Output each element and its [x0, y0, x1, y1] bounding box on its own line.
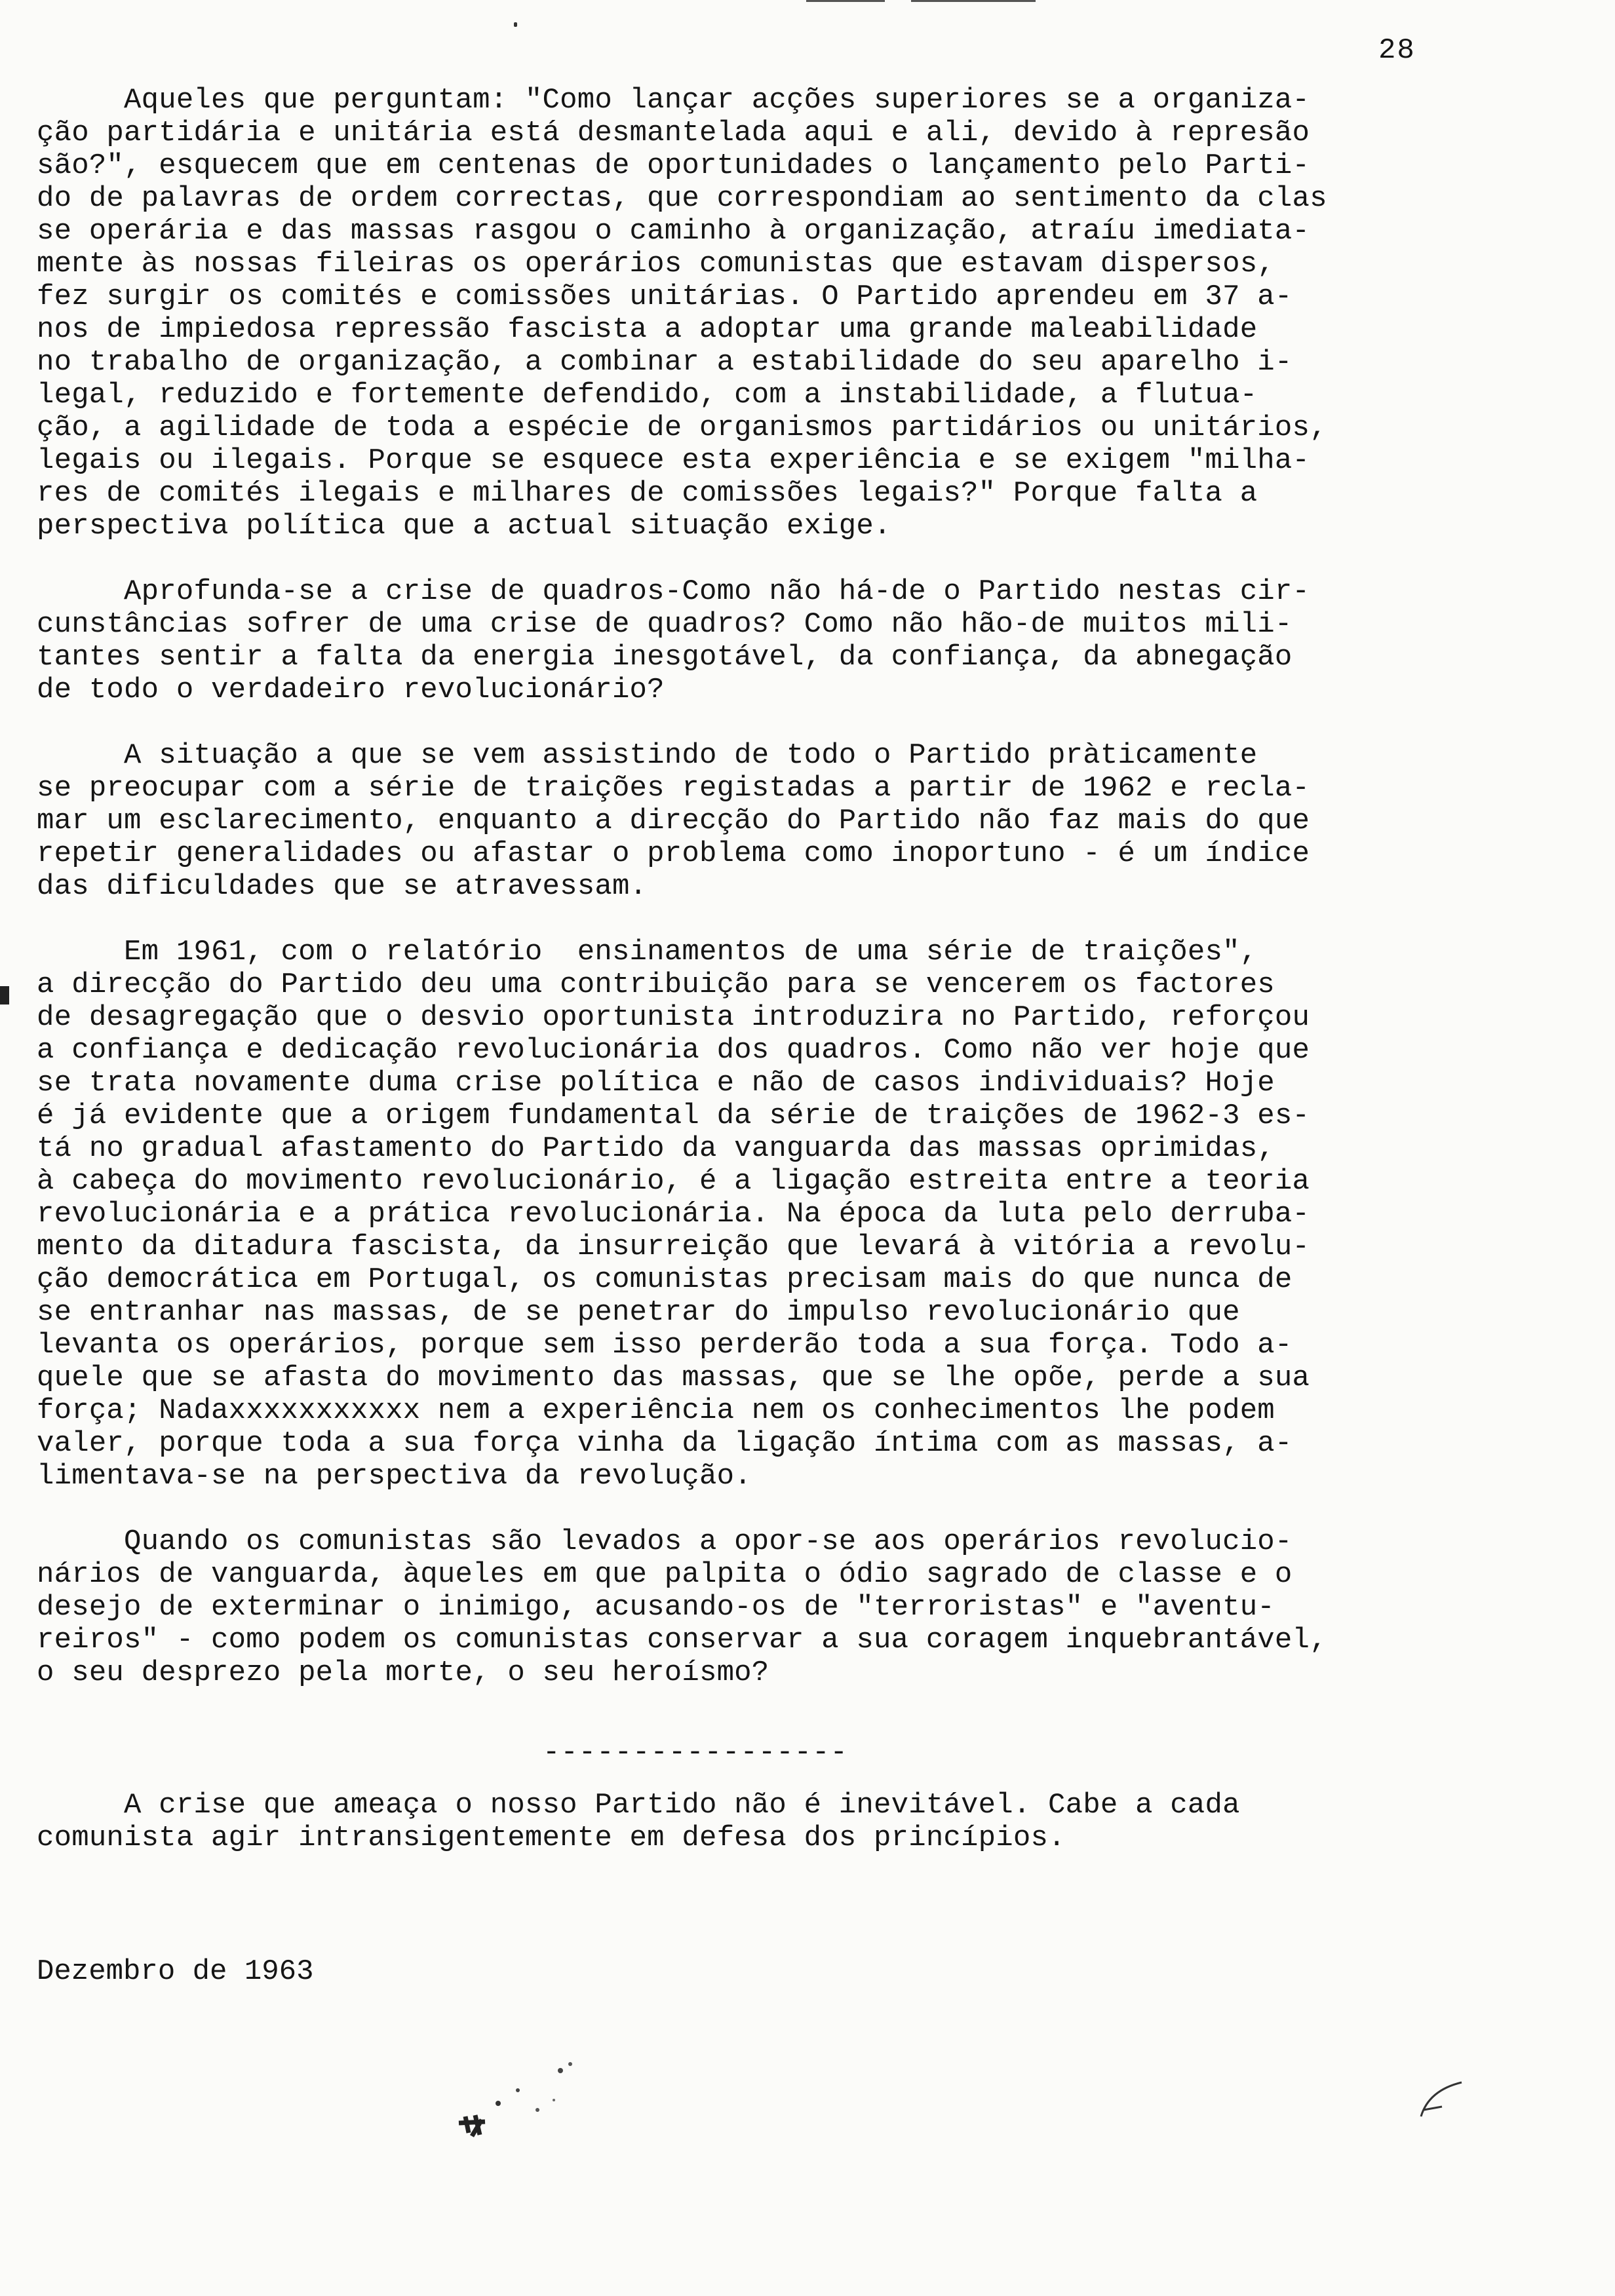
- text-line: mar um esclarecimento, enquanto a direcção do Partido não faz mais do que: [37, 805, 1310, 837]
- text-line: Aprofunda-se a crise de quadros-Como não há-de o Partido nestas cir-: [37, 575, 1310, 608]
- pen-stroke-icon: [1416, 2077, 1475, 2123]
- paragraph-gap: [37, 903, 1479, 936]
- text-line: repetir generalidades ou afastar o problema como inoportuno - é um índice: [37, 837, 1310, 870]
- text-line: de desagregação que o desvio oportunista introduzira no Partido, reforçou: [37, 1001, 1310, 1034]
- text-line: A crise que ameaça o nosso Partido não é inevitável. Cabe a cada: [37, 1789, 1240, 1822]
- text-line: ção partidária e unitária está desmantelada aqui e ali, devido à represão: [37, 117, 1310, 149]
- text-line: a direcção do Partido deu uma contribuição para se vencerem os factores: [37, 968, 1275, 1001]
- paragraph-gap: [37, 706, 1479, 739]
- text-line: à cabeça do movimento revolucionário, é a ligação estreita entre a teoria: [37, 1165, 1310, 1198]
- paragraph: [37, 575, 1479, 706]
- text-line: cunstâncias sofrer de uma crise de quadros? Como não hão-de muitos mili-: [37, 608, 1293, 641]
- text-line: comunista agir intransigentemente em defesa dos princípios.: [37, 1822, 1066, 1854]
- text-line: reiros" - como podem os comunistas conservar a sua coragem inquebrantável,: [37, 1624, 1327, 1656]
- text-line: do de palavras de ordem correctas, que correspondiam ao sentimento da clas: [37, 182, 1327, 215]
- text-line: a confiança e dedicação revolucionária dos quadros. Como não ver hoje que: [37, 1034, 1310, 1067]
- text-line: são?", esquecem que em centenas de oportunidades o lançamento pelo Parti-: [37, 149, 1310, 182]
- text-line: força; Nadaxxxxxxxxxxx nem a experiência nem os conhecimentos lhe podem: [37, 1394, 1275, 1427]
- text-line: ção democrática em Portugal, os comunistas precisam mais do que nunca de: [37, 1263, 1293, 1296]
- text-line: se entranhar nas massas, de se penetrar do impulso revolucionário que: [37, 1296, 1240, 1329]
- text-line: Quando os comunistas são levados a opor-se aos operários revolucio-: [37, 1525, 1293, 1558]
- text-line: A situação a que se vem assistindo de todo o Partido pràticamente: [37, 739, 1258, 772]
- text-line: res de comités ilegais e milhares de comissões legais?" Porque falta a: [37, 477, 1258, 510]
- text-line: quele que se afasta do movimento das massas, que se lhe opõe, perde a sua: [37, 1362, 1310, 1394]
- top-edge-mark: [911, 0, 1036, 2]
- top-edge-mark: [806, 0, 885, 2]
- text-line: das dificuldades que se atravessam.: [37, 870, 648, 903]
- text-line: Em 1961, com o relatório ensinamentos de uma série de traições",: [37, 936, 1258, 968]
- text-line: revolucionária e a prática revolucionária. Na época da luta pelo derruba-: [37, 1198, 1310, 1231]
- text-line: legal, reduzido e fortemente defendido, com a instabilidade, a flutua-: [37, 379, 1258, 411]
- document-body: [37, 84, 1479, 1689]
- text-line: legais ou ilegais. Porque se esquece esta experiência e se exigem "milha-: [37, 444, 1310, 477]
- text-line: tantes sentir a falta da energia inesgotável, da confiança, da abnegação: [37, 641, 1293, 674]
- text-line: se preocupar com a série de traições registadas a partir de 1962 e recla-: [37, 772, 1310, 805]
- paragraph: [37, 936, 1479, 1493]
- document-date: Dezembro de 1963: [37, 1955, 314, 1988]
- closing-paragraph: [37, 1789, 1240, 1854]
- paragraph: [37, 1525, 1479, 1689]
- text-line: no trabalho de organização, a combinar a estabilidade do seu aparelho i-: [37, 346, 1293, 379]
- text-line: Aqueles que perguntam: "Como lançar acções superiores se a organiza-: [37, 84, 1310, 117]
- text-line: nos de impiedosa repressão fascista a adoptar uma grande maleabilidade: [37, 313, 1258, 346]
- text-line: se trata novamente duma crise política e não de casos individuais? Hoje: [37, 1067, 1275, 1100]
- text-line: nários de vanguarda, àqueles em que palpita o ódio sagrado de classe e o: [37, 1558, 1293, 1591]
- text-line: desejo de exterminar o inimigo, acusando-os de "terroristas" e "aventu-: [37, 1591, 1275, 1624]
- text-line: limentava-se na perspectiva da revolução.: [37, 1460, 752, 1493]
- text-line: fez surgir os comités e comissões unitárias. O Partido aprendeu em 37 a-: [37, 280, 1293, 313]
- text-line: de todo o verdadeiro revolucionário?: [37, 674, 665, 706]
- margin-mark: [0, 986, 9, 1004]
- ink-speck: [514, 22, 517, 27]
- text-line: ção, a agilidade de toda a espécie de organismos partidários ou unitários,: [37, 411, 1327, 444]
- text-line: levanta os operários, porque sem isso perderão toda a sua força. Todo a-: [37, 1329, 1293, 1362]
- paragraph-gap: [37, 1493, 1479, 1525]
- separator-line: -----------------: [543, 1736, 848, 1769]
- ink-smudge-icon: [446, 2051, 616, 2149]
- paragraph: [37, 84, 1479, 543]
- text-line: o seu desprezo pela morte, o seu heroísmo?: [37, 1656, 769, 1689]
- text-line: tá no gradual afastamento do Partido da vanguarda das massas oprimidas,: [37, 1132, 1275, 1165]
- paragraph-gap: [37, 543, 1479, 575]
- text-line: perspectiva política que a actual situação exige.: [37, 510, 891, 543]
- text-line: é já evidente que a origem fundamental da série de traições de 1962-3 es-: [37, 1100, 1310, 1132]
- text-line: mente às nossas fileiras os operários comunistas que estavam dispersos,: [37, 248, 1275, 280]
- page-number: 28: [1378, 34, 1416, 67]
- text-line: mento da ditadura fascista, da insurreição que levará à vitória a revolu-: [37, 1231, 1310, 1263]
- text-line: se operária e das massas rasgou o caminho à organização, atraíu imediata-: [37, 215, 1310, 248]
- paragraph: [37, 739, 1479, 903]
- text-line: valer, porque toda a sua força vinha da ligação íntima com as massas, a-: [37, 1427, 1293, 1460]
